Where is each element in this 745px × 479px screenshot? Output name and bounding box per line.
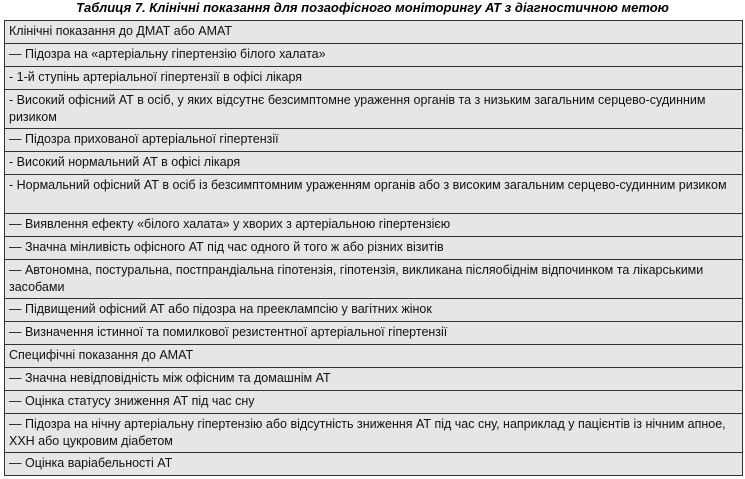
table-row: — Значна невідповідність між офісним та домашнім АТ: [4, 368, 743, 391]
table-row: — Підвищений офісний АТ або підозра на прееклампсію у вагітних жінок: [4, 299, 743, 322]
section-header-clinical: Клінічні показання до ДМАТ або АМАТ: [4, 21, 743, 44]
table-row: — Підозра на «артеріальну гіпертензію білого халата»: [4, 44, 743, 67]
table-row: — Оцінка статусу зниження АТ під час сну: [4, 391, 743, 414]
table-caption: Таблиця 7. Клінічні показання для позаофісного моніторингу АТ з діагностичною метою: [76, 0, 669, 15]
table-row: — Виявлення ефекту «білого халата» у хворих з артеріальною гіпертензією: [4, 214, 743, 237]
section-header-specific: Специфічні показання до АМАТ: [4, 345, 743, 368]
table-row: - Високий нормальний АТ в офісі лікаря: [4, 152, 743, 175]
table-row: — Значна мінливість офісного АТ під час одного й того ж або різних візитів: [4, 237, 743, 260]
table-row: - Нормальний офісний АТ в осіб із безсимптомним ураженням органів або з високим загальним серцево-судинним ризиком: [4, 175, 743, 214]
table-row: — Підозра прихованої артеріальної гіпертензії: [4, 129, 743, 152]
table-row: — Оцінка варіабельності АТ: [4, 453, 743, 476]
table-row: — Підозра на нічну артеріальну гіпертензію або відсутність зниження АТ під час сну, наприклад у пацієнтів із нічним апное, ХХН або цукровим діабетом: [4, 414, 743, 453]
table-row: - Високий офісний АТ в осіб, у яких відсутнє безсимптомне ураження органів та з низьким загальним серцево-судинним ризиком: [4, 90, 743, 129]
table-row: — Визначення істинної та помилкової резистентної артеріальної гіпертензії: [4, 322, 743, 345]
table-row: — Автономна, постуральна, постпрандіальна гіпотензія, гіпотензія, викликана післяобіднім відпочинком та лікарськими засобами: [4, 260, 743, 299]
indications-table: [4, 20, 743, 476]
table-row: - 1-й ступінь артеріальної гіпертензії в офісі лікаря: [4, 67, 743, 90]
